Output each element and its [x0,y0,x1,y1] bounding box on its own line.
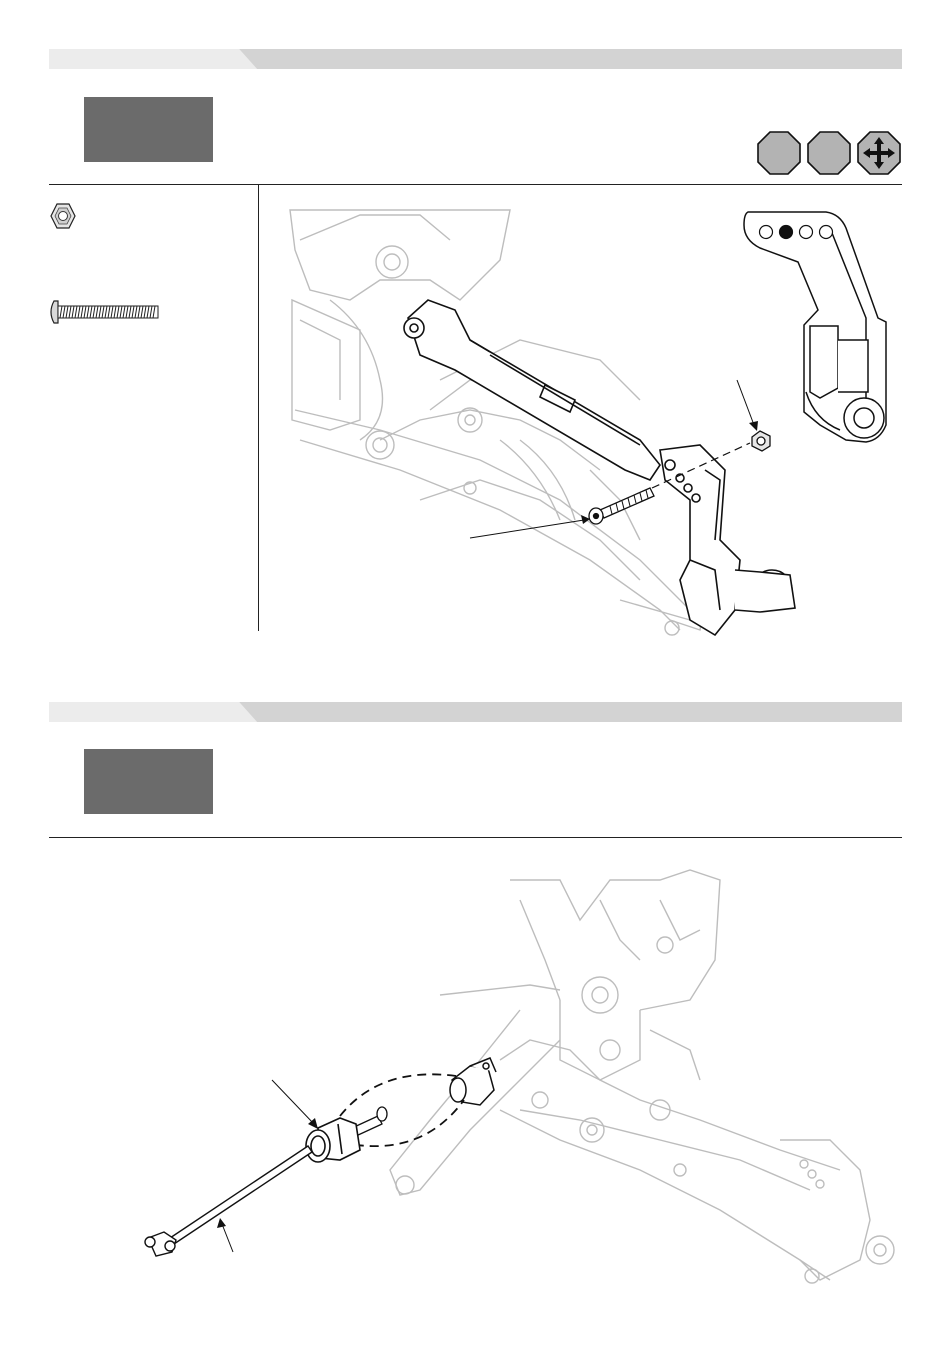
lock-nut-icon [50,203,76,229]
button-head-screw-icon [46,298,162,326]
hole-position-detail [740,205,890,445]
four-way-arrows-icon [858,132,900,174]
step-number-box-2 [84,749,213,814]
rear-driveshaft-illustration [130,860,890,1300]
parts-column-divider [258,185,259,631]
blank-badge-2 [808,132,850,174]
section-header-bar-2 [49,702,902,722]
blank-badge-1 [758,132,800,174]
badge-row [756,130,906,178]
selected-hole [780,226,793,239]
section-divider-2 [49,837,902,838]
rear-camber-link-illustration [260,190,820,650]
step-number-box-1 [84,97,213,162]
section-divider-1 [49,184,902,185]
section-header-bar-1 [49,49,902,69]
